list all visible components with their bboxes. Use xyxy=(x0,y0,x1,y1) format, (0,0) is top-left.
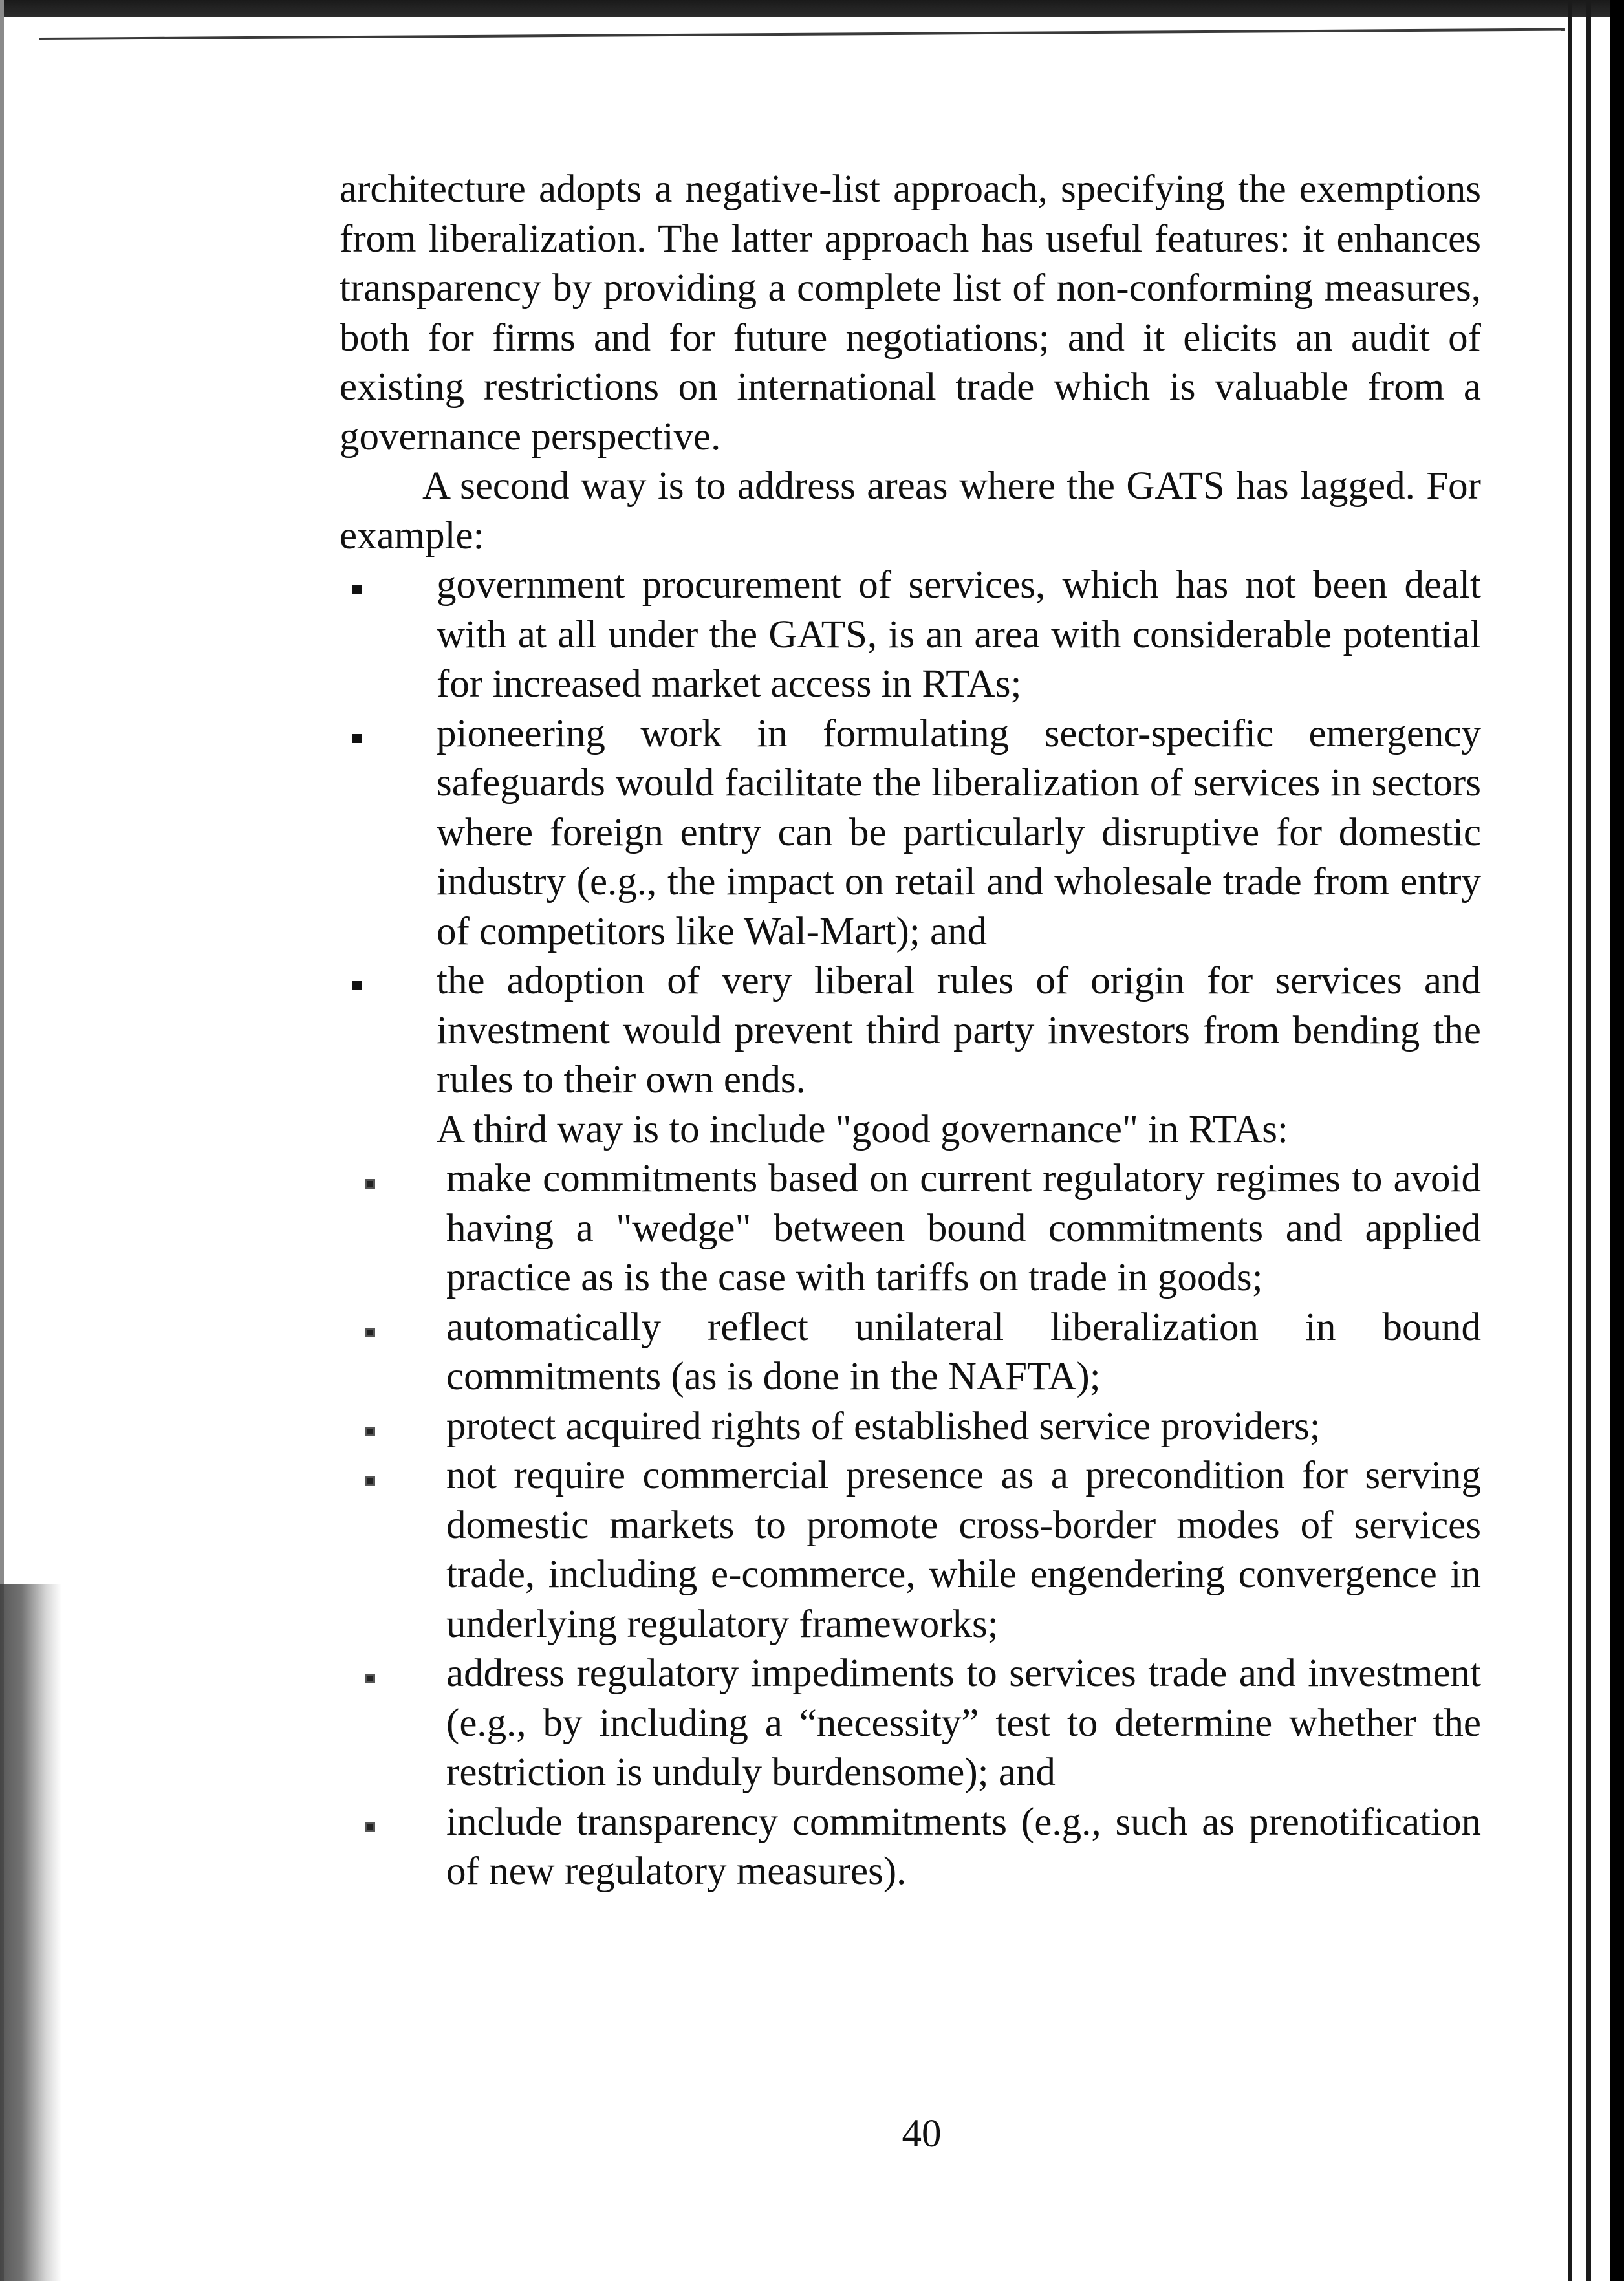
paragraph-second-way: A second way is to address areas where the GATS has lagged. For example: xyxy=(340,464,1481,557)
square-bullet-icon xyxy=(365,1179,375,1189)
scan-border-right-inner xyxy=(1568,0,1572,2281)
list-item xyxy=(340,1303,1481,1402)
list-item-text: make commitments based on current regulatory regimes to avoid having a "wedge" between bound commitments and applied practice as is the case with tariffs on trade in goods; xyxy=(446,1157,1481,1299)
list-item-text: protect acquired rights of established service providers; xyxy=(446,1404,1321,1448)
list-item-text: government procurement of services, which has not been dealt with at all under the GATS, is an area with considerable potential for increased market access in RTAs; xyxy=(437,563,1481,706)
square-bullet-icon xyxy=(365,1427,375,1436)
list-item-text: address regulatory impediments to services trade and investment (e.g., by including a “necessity” test to determine whether the restriction is unduly burdensome); and xyxy=(446,1652,1481,1794)
scan-edge-line xyxy=(39,28,1565,40)
square-bullet-icon xyxy=(365,1674,375,1683)
paragraph-negative-list: architecture adopts a negative-list approach, specifying the exemptions from liberalization. The latter approach has useful features: it enhances transparency by providing a complete list of non-conforming measures, both for firms and for future negotiations; and it elicits an audit of existing restrictions on international trade which is valuable from a governance perspective. xyxy=(340,168,1481,459)
scan-border-right-middle xyxy=(1586,0,1591,2281)
list-item xyxy=(340,561,1481,709)
list-item-text: not require commercial presence as a precondition for serving domestic markets to promote cross-border modes of services trade, including e-commerce, while engendering convergence in underlying regulatory frameworks; xyxy=(446,1454,1481,1646)
list-item xyxy=(340,957,1481,1105)
list-good-governance xyxy=(340,1154,1481,1897)
list-item xyxy=(340,1798,1481,1897)
list-gats-lagged-areas xyxy=(340,561,1481,1105)
square-bullet-icon xyxy=(352,981,362,990)
page-number: 40 xyxy=(902,2112,942,2156)
scan-border-top xyxy=(0,0,1624,17)
list-item-text: automatically reflect unilateral liberalization in bound commitments (as is done in the NAFTA); xyxy=(446,1305,1481,1398)
list-item-text: the adoption of very liberal rules of origin for services and investment would prevent third party investors from bending the rules to their own ends. xyxy=(437,959,1481,1101)
document-page xyxy=(340,165,1481,1897)
list-item xyxy=(340,1154,1481,1303)
square-bullet-icon xyxy=(352,585,362,594)
paragraph-third-way: A third way is to include "good governance" in RTAs: xyxy=(437,1107,1288,1151)
square-bullet-icon xyxy=(365,1476,375,1486)
square-bullet-icon xyxy=(352,734,362,743)
list-item xyxy=(340,709,1481,957)
list-item-text: include transparency commitments (e.g., such as prenotification of new regulatory measures). xyxy=(446,1800,1481,1893)
list-item xyxy=(340,1402,1481,1452)
scan-border-right-outer xyxy=(1610,0,1624,2281)
square-bullet-icon xyxy=(365,1822,375,1832)
scan-shadow-left xyxy=(0,1584,61,2281)
list-item xyxy=(340,1649,1481,1798)
list-item xyxy=(340,1451,1481,1649)
square-bullet-icon xyxy=(365,1328,375,1337)
list-item-text: pioneering work in formulating sector-specific emergency safeguards would facilitate the liberalization of services in sectors where foreign entry can be particularly disruptive for domestic industry (e.g., the impact on retail and wholesale trade from entry of competitors like Wal-Mart); and xyxy=(437,711,1481,953)
